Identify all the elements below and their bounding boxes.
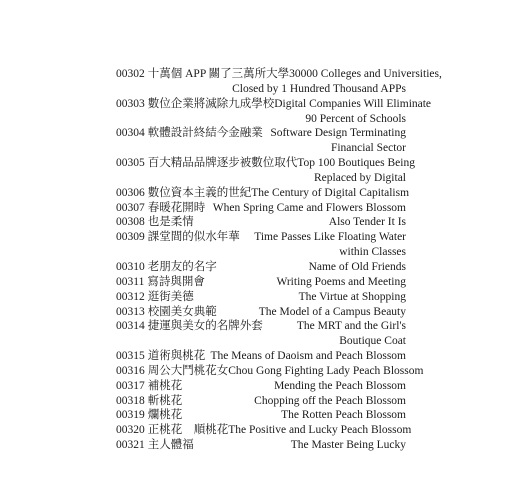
entry-code: 00308 bbox=[116, 216, 145, 229]
toc-entry bbox=[116, 97, 432, 127]
entry-english-title: The Rotten Peach Blossom bbox=[281, 409, 406, 422]
toc-entry-left bbox=[116, 349, 205, 364]
toc-entry-row bbox=[116, 156, 415, 171]
entry-code: 00321 bbox=[116, 439, 145, 452]
toc-entry bbox=[116, 201, 406, 216]
entry-code: 00316 bbox=[116, 364, 145, 377]
toc-entry-row bbox=[116, 364, 424, 379]
entry-chinese-title: 數位資本主義的世紀 bbox=[147, 186, 252, 199]
entry-chinese-title: 主人體福 bbox=[147, 439, 194, 452]
toc-entry-row bbox=[116, 408, 406, 423]
toc-entry bbox=[116, 67, 442, 97]
entry-english-title: The Master Being Lucky bbox=[290, 439, 406, 452]
entry-chinese-title: 捷運與美女的名牌外套 bbox=[147, 320, 263, 333]
toc-entry-row bbox=[116, 126, 406, 141]
toc-entry-row bbox=[116, 260, 406, 275]
toc-entry-left bbox=[116, 408, 182, 423]
entry-english-title: Time Passes Like Floating Water bbox=[254, 231, 406, 244]
entry-english-title: Software Design Terminating bbox=[270, 127, 406, 140]
entry-english-title: When Spring Came and Flowers Blossom bbox=[212, 201, 406, 214]
entry-english-title: The Model of a Campus Beauty bbox=[258, 305, 406, 318]
toc-entry bbox=[116, 379, 406, 394]
entry-chinese-title: 數位企業將滅除九成學校 bbox=[147, 97, 275, 110]
toc-entry-row bbox=[116, 290, 406, 305]
toc-entry bbox=[116, 349, 406, 364]
entry-english-title-continued: Financial Sector bbox=[330, 142, 406, 155]
toc-entry-left bbox=[116, 215, 194, 230]
entry-english-title: Digital Companies Will Eliminate bbox=[274, 97, 432, 110]
toc-entry bbox=[116, 290, 406, 305]
toc-entry-left bbox=[116, 126, 263, 141]
toc-entry-row bbox=[116, 305, 406, 320]
toc-entry bbox=[116, 423, 412, 438]
entry-code: 00302 bbox=[116, 68, 145, 80]
toc-entry-row bbox=[116, 349, 406, 364]
toc-entry bbox=[116, 364, 424, 379]
toc-entry bbox=[116, 186, 410, 201]
entry-english-title: Mending the Peach Blossom bbox=[274, 379, 406, 392]
entry-code: 00320 bbox=[116, 424, 145, 437]
toc-entry-left bbox=[116, 305, 217, 320]
entry-code: 00309 bbox=[116, 231, 145, 244]
entry-english-title: The Virtue at Shopping bbox=[298, 290, 406, 303]
entry-english-title: Also Tender It Is bbox=[328, 216, 406, 229]
toc-entry bbox=[116, 394, 406, 409]
entry-chinese-title: 校園美女典範 bbox=[147, 305, 217, 318]
toc-entry-left bbox=[116, 379, 182, 394]
entry-chinese-title: 正桃花 順桃花 bbox=[147, 424, 229, 437]
entry-chinese-title: 老朋友的名字 bbox=[147, 260, 217, 273]
toc-entry bbox=[116, 408, 406, 423]
toc-entry-row bbox=[116, 379, 406, 394]
toc-entry-left bbox=[116, 260, 217, 275]
toc-entry-row bbox=[116, 67, 442, 82]
toc-entry bbox=[116, 438, 406, 453]
toc-entry-row bbox=[116, 438, 406, 453]
entry-chinese-title: 斬桃花 bbox=[147, 394, 183, 407]
toc-entry-left bbox=[116, 97, 274, 112]
entry-english-title-continued: 90 Percent of Schools bbox=[305, 112, 406, 125]
toc-entry-left bbox=[116, 275, 205, 290]
toc-entry-left bbox=[116, 423, 228, 438]
table-of-contents bbox=[116, 67, 442, 453]
entry-english-title: Chou Gong Fighting Lady Peach Blossom bbox=[228, 364, 424, 377]
toc-entry-row bbox=[116, 319, 406, 334]
entry-chinese-title: 課堂間的似水年華 bbox=[147, 231, 240, 244]
entry-code: 00311 bbox=[116, 275, 145, 288]
entry-chinese-title: 寫詩與開會 bbox=[147, 275, 205, 288]
toc-entry bbox=[116, 319, 406, 349]
entry-english-title-continued: Closed by 1 Hundred Thousand APPs bbox=[232, 82, 406, 95]
entry-chinese-title: 春暖花開時 bbox=[147, 201, 206, 214]
entry-chinese-title: 補桃花 bbox=[147, 379, 183, 392]
entry-english-title-continued: within Classes bbox=[339, 246, 406, 259]
entry-code: 00305 bbox=[116, 157, 145, 170]
entry-code: 00306 bbox=[116, 186, 145, 199]
entry-chinese-title: 軟體設計終結今金融業 bbox=[147, 127, 263, 140]
toc-entry-left bbox=[116, 230, 240, 245]
entry-code: 00314 bbox=[116, 320, 145, 333]
toc-entry-left bbox=[116, 201, 205, 216]
toc-entry-row bbox=[116, 423, 412, 438]
entry-chinese-title: 周公大鬥桃花女 bbox=[147, 364, 229, 377]
toc-entry bbox=[116, 126, 406, 156]
entry-code: 00307 bbox=[116, 201, 145, 214]
entry-english-title: Top 100 Boutiques Being bbox=[297, 157, 415, 170]
toc-entry-row bbox=[116, 230, 406, 245]
toc-entry-left bbox=[116, 156, 297, 171]
toc-entry-row bbox=[116, 275, 406, 290]
toc-entry bbox=[116, 156, 415, 186]
toc-entry bbox=[116, 260, 406, 275]
toc-entry-left bbox=[116, 290, 194, 305]
entry-chinese-title: 百大精品品牌逐步被數位取代 bbox=[147, 157, 298, 170]
toc-entry-row bbox=[116, 201, 406, 216]
toc-entry-row bbox=[116, 394, 406, 409]
entry-english-title: Name of Old Friends bbox=[308, 260, 406, 273]
toc-entry bbox=[116, 230, 406, 260]
entry-chinese-title: 十萬個 APP 關了三萬所大學 bbox=[147, 68, 290, 80]
entry-chinese-title: 也是柔情 bbox=[147, 216, 194, 229]
toc-entry-left bbox=[116, 438, 194, 453]
entry-code: 00312 bbox=[116, 290, 145, 303]
entry-english-title: Writing Poems and Meeting bbox=[276, 275, 406, 288]
entry-code: 00310 bbox=[116, 260, 145, 273]
entry-english-title: Chopping off the Peach Blossom bbox=[254, 394, 406, 407]
toc-entry-left bbox=[116, 394, 182, 409]
entry-code: 00319 bbox=[116, 409, 145, 422]
toc-entry-left bbox=[116, 186, 251, 201]
toc-entry-row bbox=[116, 215, 406, 230]
entry-code: 00303 bbox=[116, 97, 145, 110]
entry-code: 00318 bbox=[116, 394, 145, 407]
entry-english-title-continued: Replaced by Digital bbox=[314, 171, 406, 184]
entry-english-title-continued: Boutique Coat bbox=[339, 335, 406, 348]
entry-english-title: The Century of Digital Capitalism bbox=[251, 186, 410, 199]
entry-code: 00317 bbox=[116, 379, 145, 392]
entry-chinese-title: 逛街美德 bbox=[147, 290, 194, 303]
entry-english-title: The Positive and Lucky Peach Blossom bbox=[228, 424, 412, 437]
toc-entry bbox=[116, 215, 406, 230]
toc-entry-row bbox=[116, 186, 410, 201]
toc-entry-row bbox=[116, 97, 432, 112]
entry-english-title: The MRT and the Girl's bbox=[296, 320, 406, 333]
toc-entry bbox=[116, 305, 406, 320]
entry-chinese-title: 道術與桃花 bbox=[147, 350, 206, 363]
entry-code: 00313 bbox=[116, 305, 145, 318]
entry-english-title: 30000 Colleges and Universities, bbox=[289, 68, 442, 80]
toc-entry-left bbox=[116, 67, 289, 82]
entry-chinese-title: 爛桃花 bbox=[147, 409, 183, 422]
toc-entry bbox=[116, 275, 406, 290]
entry-english-title: The Means of Daoism and Peach Blossom bbox=[210, 350, 406, 363]
toc-entry-left bbox=[116, 319, 263, 334]
toc-entry-left bbox=[116, 364, 228, 379]
entry-code: 00304 bbox=[116, 127, 145, 140]
entry-code: 00315 bbox=[116, 350, 145, 363]
